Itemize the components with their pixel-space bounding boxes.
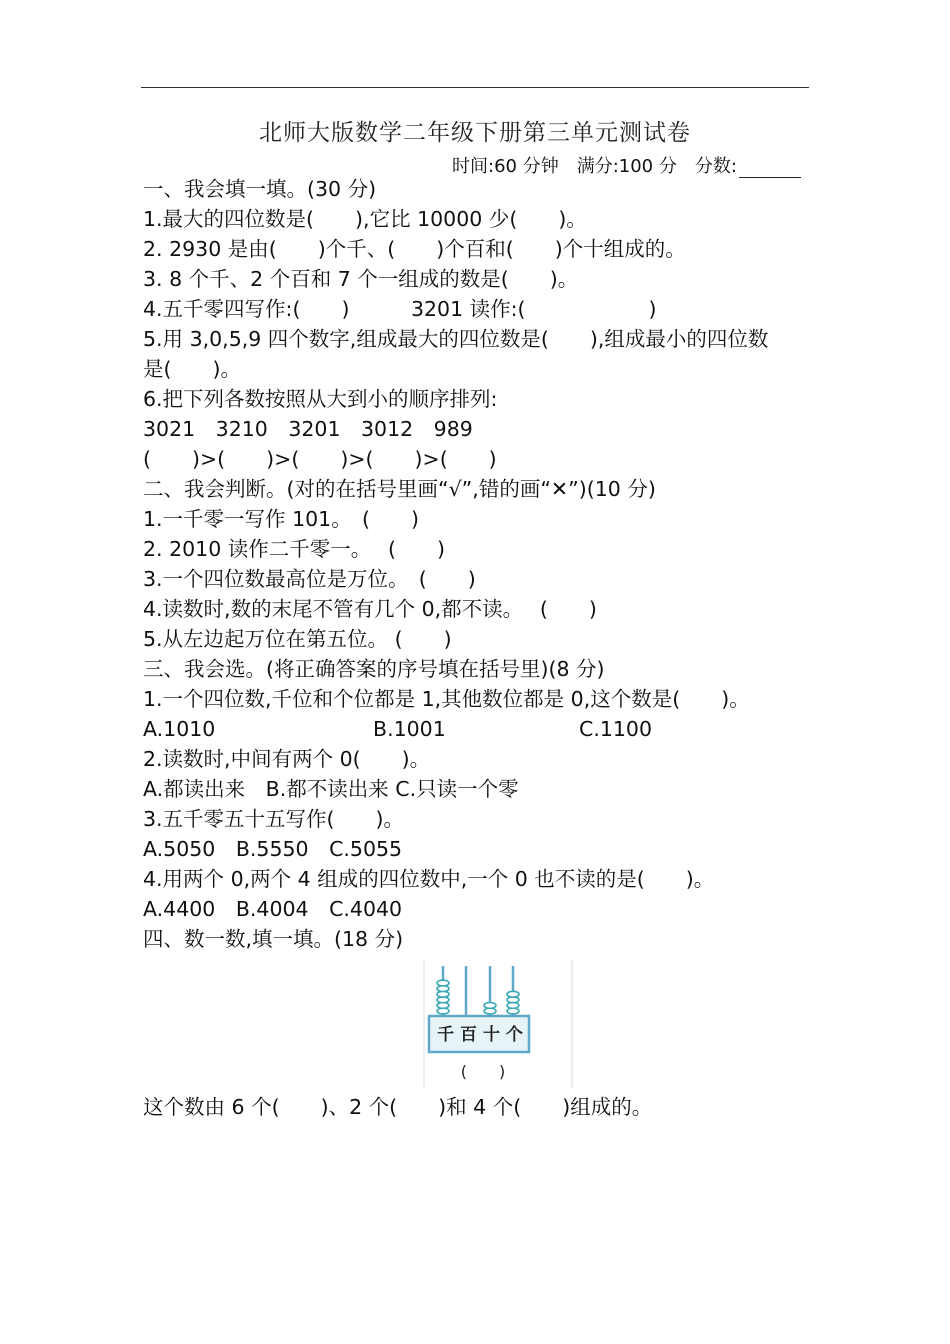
section2-heading: 二、我会判断。(对的在括号里画“√”,错的画“✕”)(10 分)	[143, 477, 656, 501]
s3-q2-options: A.都读出来 B.都不读出来 C.只读一个零	[143, 777, 519, 801]
abacus-answer-blank: ( )	[460, 1062, 506, 1081]
s3-q1-option-a: A.1010	[143, 717, 216, 741]
s3-q1: 1.一个四位数,千位和个位都是 1,其他数位都是 0,这个数是( )。	[143, 687, 750, 711]
abacus-bead-tens	[484, 1003, 496, 1009]
s1-q2: 2. 2930 是由( )个千、( )个百和( )个十组成的。	[143, 237, 686, 261]
score-label: 分数:	[694, 156, 737, 177]
s1-q6-blanks: ( )>( )>( )>( )>( )	[143, 447, 497, 471]
section3-heading: 三、我会选。(将正确答案的序号填在括号里)(8 分)	[143, 657, 605, 681]
s3-q2: 2.读数时,中间有两个 0( )。	[143, 747, 431, 771]
s2-q4: 4.读数时,数的末尾不管有几个 0,都不读。 ( )	[143, 597, 597, 621]
section1-heading: 一、我会填一填。(30 分)	[143, 177, 377, 201]
s2-q2: 2. 2010 读作二千零一。 ( )	[143, 537, 446, 561]
s3-q4-options: A.4400 B.4004 C.4040	[143, 897, 403, 921]
s1-q1: 1.最大的四位数是( ),它比 10000 少( )。	[143, 207, 587, 231]
page-title: 北师大版数学二年级下册第三单元测试卷	[259, 120, 691, 146]
s2-q5: 5.从左边起万位在第五位。 ( )	[143, 627, 452, 651]
abacus-rods	[437, 966, 519, 1016]
s1-q4: 4.五千零四写作:( ) 3201 读作:( )	[143, 297, 657, 321]
s1-q5-cont: 是( )。	[143, 357, 241, 381]
s2-q3: 3.一个四位数最高位是万位。 ( )	[143, 567, 476, 591]
s1-q6: 6.把下列各数按照从大到小的顺序排列:	[143, 387, 498, 411]
full-score: 满分:100 分	[576, 156, 677, 177]
s3-q1-options	[143, 714, 813, 744]
s1-q5: 5.用 3,0,5,9 四个数字,组成最大的四位数是( ),组成最小的四位数	[143, 327, 769, 351]
top-rule	[141, 87, 809, 88]
abacus-place-labels: 千 百 十 个	[437, 1025, 523, 1045]
abacus-drawing	[423, 960, 575, 1088]
exam-time: 时间:60 分钟	[452, 156, 559, 177]
s3-q1-option-c: C.1100	[579, 717, 653, 741]
section4-heading: 四、数一数,填一填。(18 分)	[143, 927, 404, 951]
s3-q4: 4.用两个 0,两个 4 组成的四位数中,一个 0 也不读的是( )。	[143, 867, 715, 891]
s1-q3: 3. 8 个千、2 个百和 7 个一组成的数是( )。	[143, 267, 579, 291]
s3-q3-options: A.5050 B.5550 C.5055	[143, 837, 403, 861]
s2-q1: 1.一千零一写作 101。 ( )	[143, 507, 419, 531]
abacus-bead-thousands	[437, 980, 449, 986]
s4-statement: 这个数由 6 个( )、2 个( )和 4 个( )组成的。	[143, 1095, 653, 1119]
s1-q6-numbers: 3021 3210 3201 3012 989	[143, 417, 473, 441]
exam-body	[143, 174, 813, 1122]
s3-q3: 3.五千零五十五写作( )。	[143, 807, 405, 831]
abacus-figure	[423, 960, 575, 1088]
s3-q1-option-b: B.1001	[373, 717, 446, 741]
abacus-bead-ones	[507, 991, 519, 997]
